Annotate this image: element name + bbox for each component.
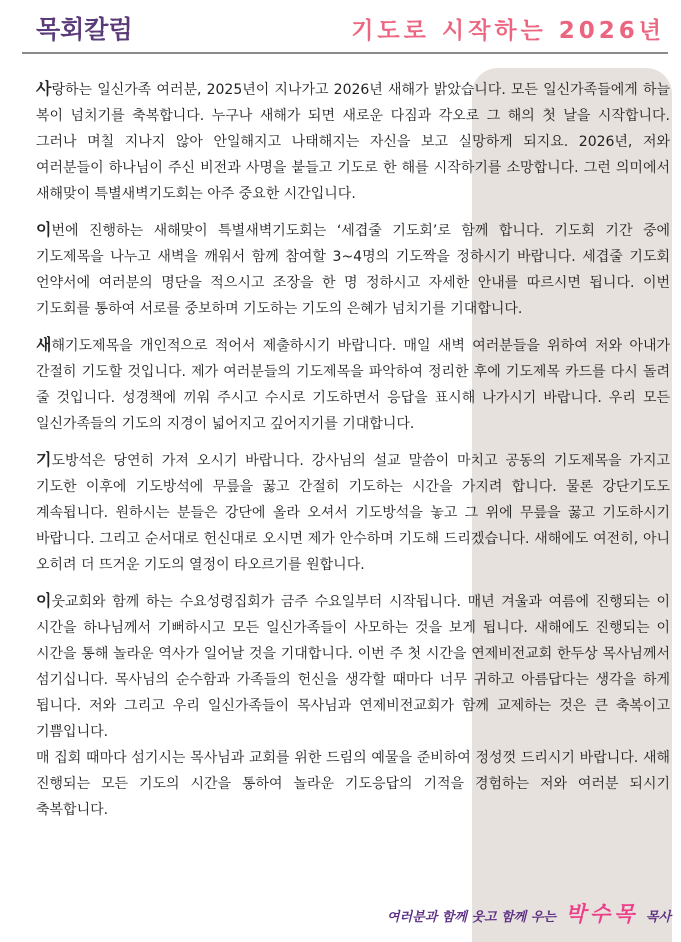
paragraph-text: 랑하는 일신가족 여러분, 2025년이 지나가고 2026년 새해가 밝았습니다. 모든 일신가족들에게 하늘 복이 넘치기를 축복합니다. 누구나 새해가 되면 새로운 다짐과 각오로 그 해의 첫 날을 시작합니다. 그러나 며칠 지나지 않아 안일해지고 나태해지는 자신을 보고 실망하게 되지요. 2026년, 저와 여러분들이 하나님이 주신 비전과 사명을 붙들고 기도로 한 해를 시작하기를 소망합니다. 그런 의미에서 새해맞이 특별새벽기도회는 아주 중요한 시간입니다. (36, 82, 670, 202)
column-label: 목회칼럼 (36, 15, 133, 44)
paragraph-text: 웃교회와 함께 하는 수요성령집회가 금주 수요일부터 시작됩니다. 매년 겨울과 여름에 진행되는 이 시간을 하나님께서 기뻐하시고 모든 일신가족들이 사모하는 것을 보게 됩니다. 새해에도 진행되는 이 시간을 통해 놀라운 역사가 일어날 것을 기대합니다. 이번 주 첫 시간을 연제비전교회 한두상 목사님께서 섬기십니다. 목사님의 순수함과 가족들의 헌신을 생각할 때마다 너무 귀하고 아름답다는 생각을 하게 됩니다. 저와 그리고 우리 일신가족들이 목사님과 연제비전교회가 함께 교제하는 것은 큰 축복이고 기쁨입니다. (36, 594, 670, 740)
column-body (36, 76, 670, 833)
paragraph-text: 매 집회 때마다 섬기시는 목사님과 교회를 위한 드림의 예물을 준비하여 정성껏 드리시기 바랍니다. 새해 진행되는 모든 기도의 시간을 통하여 놀라운 기도응답의 기적을 경험하는 저와 여러분 되시기 축복합니다. (36, 750, 670, 818)
author-signature (387, 898, 671, 928)
paragraph-6 (36, 745, 670, 823)
paragraph-initial: 새 (36, 335, 52, 354)
paragraph-2 (36, 217, 670, 322)
paragraph-initial: 이 (36, 591, 52, 610)
paragraph-text: 해기도제목을 개인적으로 적어서 제출하시기 바랍니다. 매일 새벽 여러분들을 위하여 저와 아내가 간절히 기도할 것입니다. 제가 여러분들의 기도제목을 파악하여 정리한 후에 기도제목 카드를 다시 돌려 줄 것입니다. 성경책에 끼워 주시고 수시로 기도하면서 응답을 표시해 나가시기 바랍니다. 우리 모든 일신가족들의 기도의 지경이 넓어지고 깊어지기를 기대합니다. (36, 338, 670, 432)
paragraph-3 (36, 332, 670, 437)
page-title: 기도로 시작하는 2026년 (351, 18, 665, 44)
paragraph-initial: 기 (36, 450, 52, 469)
author-role: 목사 (645, 910, 671, 925)
header-divider (22, 52, 668, 54)
paragraph-1 (36, 76, 670, 207)
author-name: 박수목 (565, 902, 639, 926)
paragraph-text: 번에 진행하는 새해맞이 특별새벽기도회는 ‘세겹줄 기도회’로 함께 합니다. 기도회 기간 중에 기도제목을 나누고 새벽을 깨워서 함께 참여할 3~4명의 기도짝을 정하시기 바랍니다. 세겹줄 기도회 언약서에 여러분의 명단을 적으시고 조장을 한 명 정하시고 자세한 안내를 따르시면 됩니다. 이번 기도회를 통하여 서로를 중보하며 기도하는 기도의 은혜가 넘치기를 기대합니다. (36, 223, 670, 317)
paragraph-initial: 이 (36, 220, 52, 239)
paragraph-text: 도방석은 당연히 가져 오시기 바랍니다. 강사님의 설교 말씀이 마치고 공동의 기도제목을 가지고 기도한 이후에 기도방석에 무릎을 꿇고 간절히 기도하는 시간을 가지려 합니다. 물론 강단기도도 계속됩니다. 원하시는 분들은 강단에 올라 오셔서 기도방석을 놓고 그 위에 무릎을 꿇고 기도하시기 바랍니다. 그리고 순서대로 헌신대로 오시면 제가 안수하며 기도해 드리겠습니다. 새해에도 여전히, 아니 오히려 더 뜨거운 기도의 열정이 타오르기를 원합니다. (36, 453, 670, 573)
author-motto: 여러분과 함께 웃고 함께 우는 (387, 910, 556, 925)
paragraph-4 (36, 447, 670, 578)
paragraph-initial: 사 (36, 79, 52, 98)
column-header (0, 0, 681, 58)
paragraph-5 (36, 588, 670, 745)
